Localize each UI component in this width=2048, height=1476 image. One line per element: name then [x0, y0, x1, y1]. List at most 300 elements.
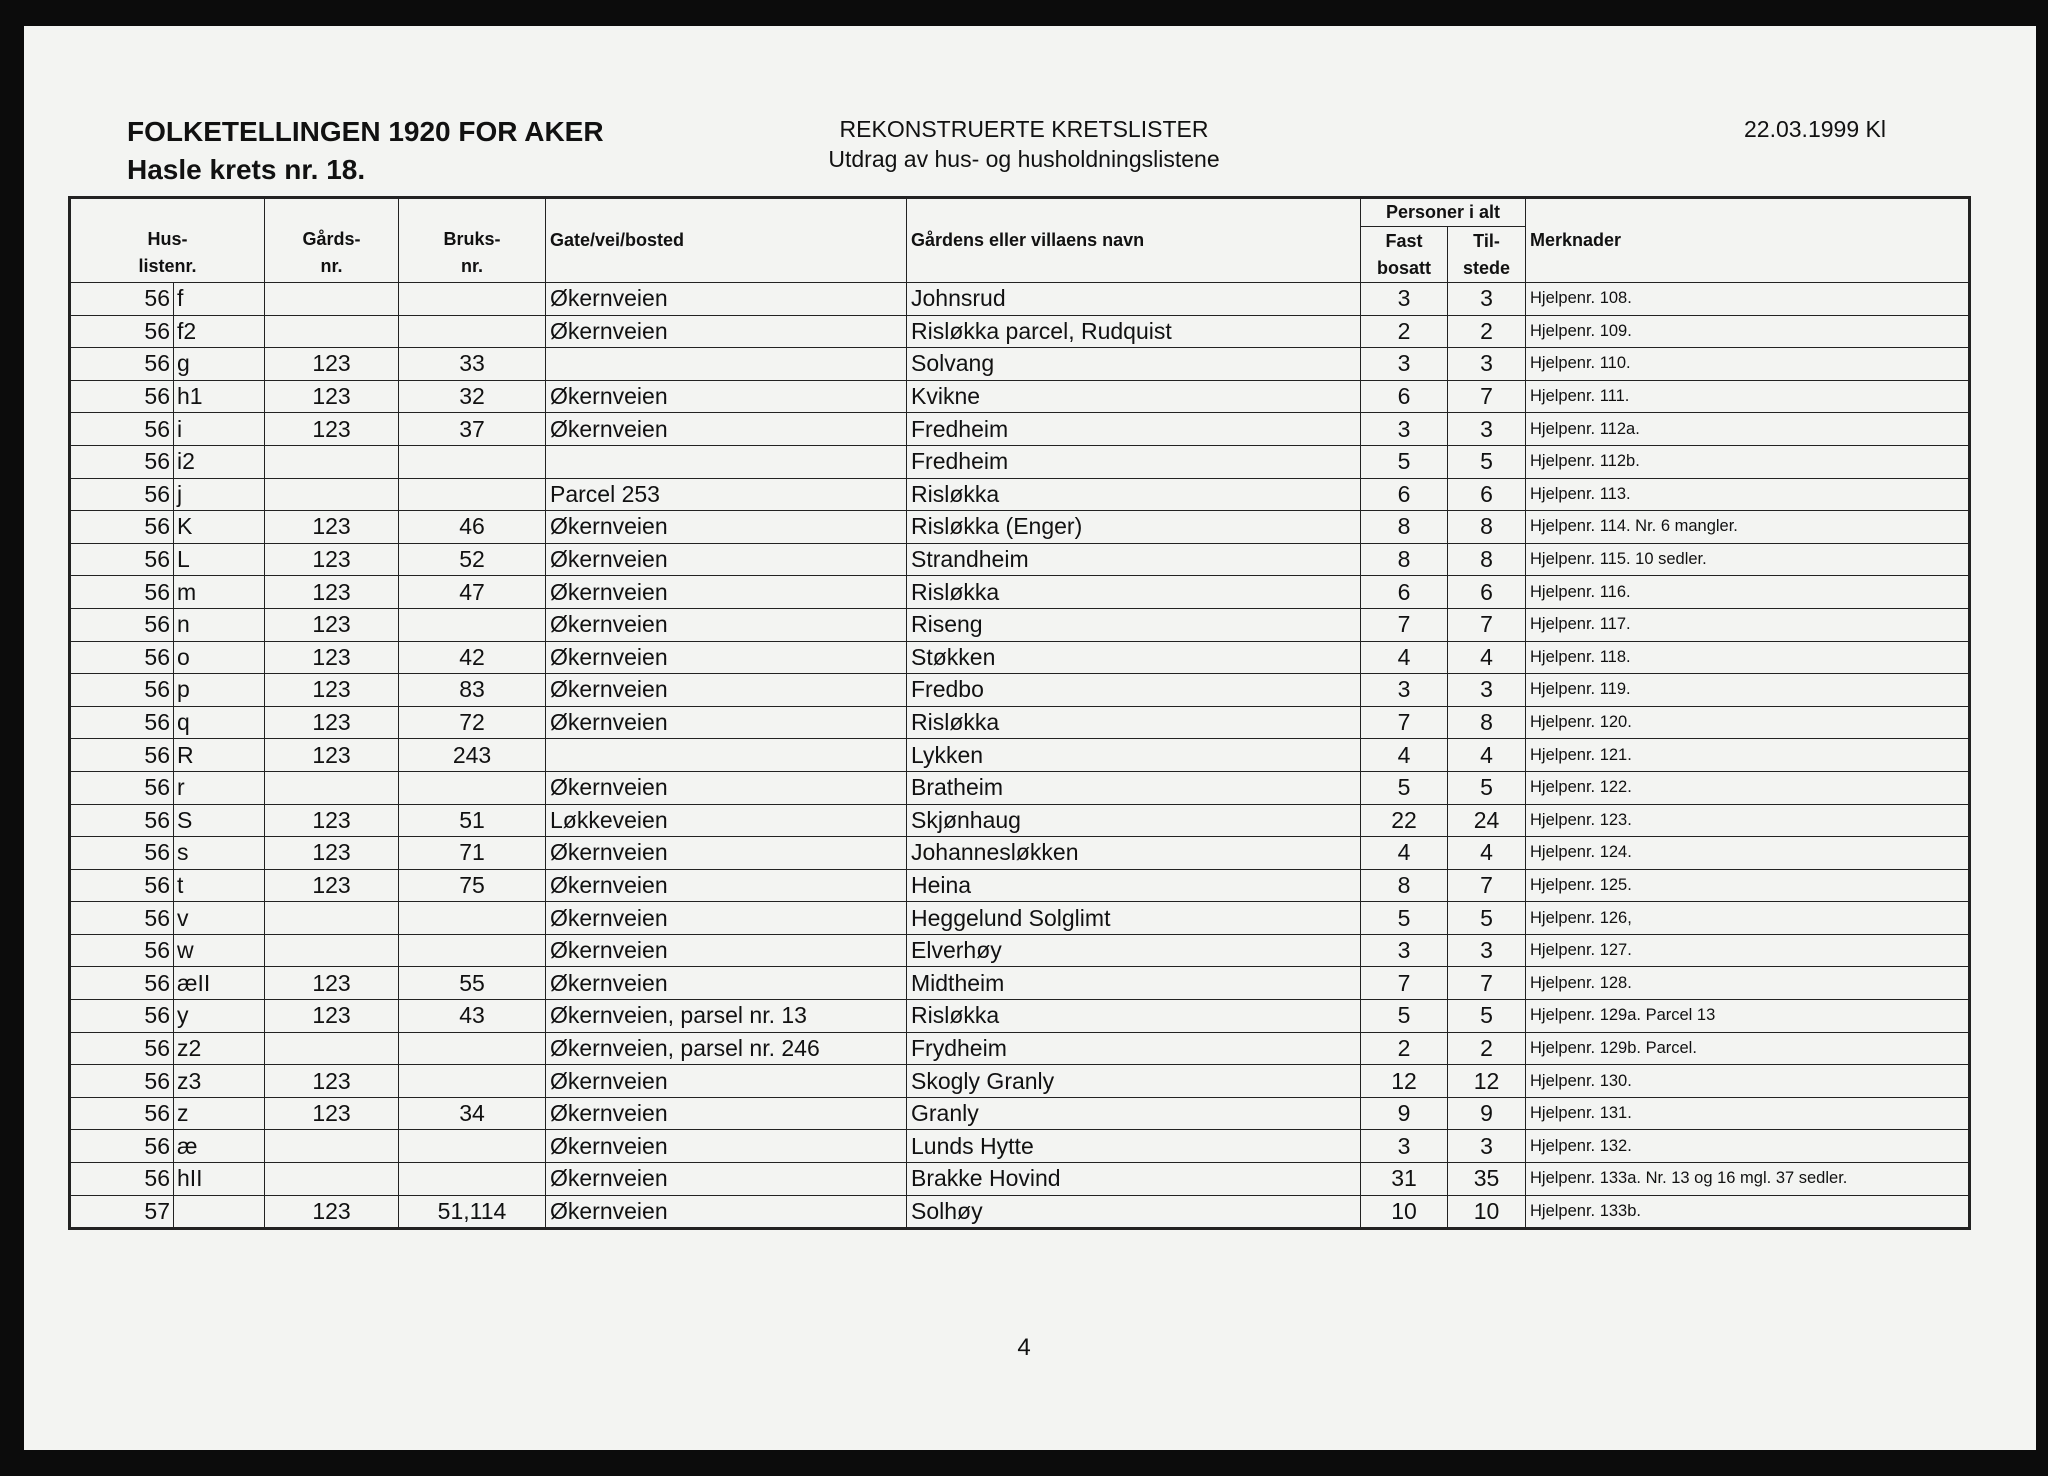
row-bruks-nr: 52 — [399, 543, 546, 576]
row-fast-bosatt: 4 — [1361, 837, 1448, 870]
row-gate: Parcel 253 — [546, 478, 907, 511]
row-merknader: Hjelpenr. 123. — [1526, 804, 1970, 837]
row-fast-bosatt: 2 — [1361, 1032, 1448, 1065]
table-row — [70, 967, 1970, 1000]
row-navn: Johannesløkken — [907, 837, 1361, 870]
row-merknader: Hjelpenr. 110. — [1526, 348, 1970, 381]
row-bruks-nr — [399, 1130, 546, 1163]
row-gards-nr: 123 — [265, 511, 399, 544]
row-til-stede: 3 — [1448, 1130, 1526, 1163]
row-gards-nr — [265, 934, 399, 967]
row-hus-nr: 56 — [70, 934, 174, 967]
row-navn: Frydheim — [907, 1032, 1361, 1065]
row-til-stede: 4 — [1448, 837, 1526, 870]
row-gards-nr — [265, 1032, 399, 1065]
row-gards-nr: 123 — [265, 348, 399, 381]
row-merknader: Hjelpenr. 122. — [1526, 771, 1970, 804]
row-bruks-nr — [399, 1032, 546, 1065]
row-til-stede: 2 — [1448, 315, 1526, 348]
row-merknader: Hjelpenr. 132. — [1526, 1130, 1970, 1163]
row-gate: Økernveien — [546, 706, 907, 739]
row-bruks-nr: 55 — [399, 967, 546, 1000]
row-til-stede: 35 — [1448, 1163, 1526, 1196]
row-til-stede: 5 — [1448, 771, 1526, 804]
row-gards-nr: 123 — [265, 674, 399, 707]
row-hus-nr: 56 — [70, 706, 174, 739]
col-header-gate: Gate/vei/bosted — [546, 198, 907, 283]
table-row — [70, 1000, 1970, 1033]
table-row — [70, 478, 1970, 511]
table-row — [70, 1195, 1970, 1229]
row-gards-nr: 123 — [265, 967, 399, 1000]
row-hus-sub: S — [174, 804, 265, 837]
row-fast-bosatt: 10 — [1361, 1195, 1448, 1229]
row-navn: Risløkka (Enger) — [907, 511, 1361, 544]
row-gards-nr: 123 — [265, 837, 399, 870]
row-fast-bosatt: 4 — [1361, 641, 1448, 674]
table-row — [70, 1065, 1970, 1098]
row-gards-nr: 123 — [265, 1097, 399, 1130]
row-bruks-nr — [399, 1065, 546, 1098]
row-hus-nr: 56 — [70, 1000, 174, 1033]
row-gards-nr: 123 — [265, 576, 399, 609]
row-navn: Solhøy — [907, 1195, 1361, 1229]
document-subtitle: Hasle krets nr. 18. — [127, 154, 366, 185]
row-bruks-nr: 75 — [399, 869, 546, 902]
row-bruks-nr — [399, 315, 546, 348]
row-gards-nr: 123 — [265, 413, 399, 446]
row-bruks-nr: 243 — [399, 739, 546, 772]
col-header-til — [1448, 227, 1526, 283]
row-merknader: Hjelpenr. 111. — [1526, 380, 1970, 413]
row-bruks-nr: 72 — [399, 706, 546, 739]
row-bruks-nr — [399, 478, 546, 511]
col-header-fast-line1: Fast — [1385, 230, 1423, 251]
row-bruks-nr: 34 — [399, 1097, 546, 1130]
row-gate: Økernveien — [546, 511, 907, 544]
row-navn: Risløkka — [907, 576, 1361, 609]
row-til-stede: 6 — [1448, 478, 1526, 511]
row-til-stede: 5 — [1448, 902, 1526, 935]
row-navn: Granly — [907, 1097, 1361, 1130]
row-fast-bosatt: 6 — [1361, 478, 1448, 511]
row-gate: Økernveien — [546, 967, 907, 1000]
row-navn: Solvang — [907, 348, 1361, 381]
row-merknader: Hjelpenr. 112a. — [1526, 413, 1970, 446]
row-navn: Skogly Granly — [907, 1065, 1361, 1098]
row-gate: Økernveien — [546, 674, 907, 707]
row-bruks-nr — [399, 1163, 546, 1196]
row-gate — [546, 348, 907, 381]
row-hus-nr: 56 — [70, 739, 174, 772]
row-merknader: Hjelpenr. 119. — [1526, 674, 1970, 707]
row-bruks-nr — [399, 771, 546, 804]
row-til-stede: 7 — [1448, 380, 1526, 413]
row-merknader: Hjelpenr. 125. — [1526, 869, 1970, 902]
row-hus-sub: q — [174, 706, 265, 739]
row-hus-sub: g — [174, 348, 265, 381]
row-hus-nr: 56 — [70, 1163, 174, 1196]
row-hus-nr: 56 — [70, 511, 174, 544]
row-merknader: Hjelpenr. 112b. — [1526, 445, 1970, 478]
row-gate: Økernveien — [546, 315, 907, 348]
row-til-stede: 2 — [1448, 1032, 1526, 1065]
col-header-gards-line2: nr. — [320, 256, 343, 276]
row-navn: Lykken — [907, 739, 1361, 772]
row-til-stede: 7 — [1448, 967, 1526, 1000]
table-row — [70, 934, 1970, 967]
row-gate: Økernveien, parsel nr. 246 — [546, 1032, 907, 1065]
row-til-stede: 3 — [1448, 674, 1526, 707]
table-row — [70, 869, 1970, 902]
row-gate: Økernveien — [546, 1065, 907, 1098]
table-row — [70, 380, 1970, 413]
row-gate: Økernveien — [546, 934, 907, 967]
row-gards-nr: 123 — [265, 1195, 399, 1229]
row-gards-nr: 123 — [265, 1000, 399, 1033]
row-til-stede: 6 — [1448, 576, 1526, 609]
row-hus-sub: f — [174, 283, 265, 316]
row-merknader: Hjelpenr. 130. — [1526, 1065, 1970, 1098]
row-bruks-nr: 33 — [399, 348, 546, 381]
row-navn: Fredheim — [907, 413, 1361, 446]
row-bruks-nr: 32 — [399, 380, 546, 413]
row-til-stede: 7 — [1448, 869, 1526, 902]
row-merknader: Hjelpenr. 129b. Parcel. — [1526, 1032, 1970, 1065]
row-fast-bosatt: 6 — [1361, 576, 1448, 609]
row-hus-nr: 56 — [70, 380, 174, 413]
row-fast-bosatt: 5 — [1361, 902, 1448, 935]
row-merknader: Hjelpenr. 120. — [1526, 706, 1970, 739]
table-row — [70, 706, 1970, 739]
row-til-stede: 8 — [1448, 511, 1526, 544]
row-til-stede: 3 — [1448, 348, 1526, 381]
col-header-fast — [1361, 227, 1448, 283]
row-gate: Økernveien — [546, 283, 907, 316]
census-table — [68, 196, 1971, 1230]
table-row — [70, 348, 1970, 381]
row-fast-bosatt: 7 — [1361, 967, 1448, 1000]
row-gards-nr: 123 — [265, 641, 399, 674]
col-header-gards — [265, 198, 399, 283]
row-navn: Kvikne — [907, 380, 1361, 413]
row-gate: Økernveien — [546, 543, 907, 576]
row-til-stede: 3 — [1448, 934, 1526, 967]
row-fast-bosatt: 3 — [1361, 674, 1448, 707]
row-til-stede: 5 — [1448, 1000, 1526, 1033]
row-navn: Elverhøy — [907, 934, 1361, 967]
row-hus-nr: 56 — [70, 1032, 174, 1065]
row-gate: Løkkeveien — [546, 804, 907, 837]
row-gate: Økernveien — [546, 771, 907, 804]
table-row — [70, 543, 1970, 576]
row-navn: Risløkka — [907, 706, 1361, 739]
center-heading: REKONSTRUERTE KRETSLISTER — [839, 116, 1209, 142]
row-til-stede: 4 — [1448, 739, 1526, 772]
table-row — [70, 576, 1970, 609]
row-merknader: Hjelpenr. 129a. Parcel 13 — [1526, 1000, 1970, 1033]
row-hus-nr: 56 — [70, 413, 174, 446]
row-fast-bosatt: 12 — [1361, 1065, 1448, 1098]
row-bruks-nr — [399, 608, 546, 641]
row-hus-nr: 56 — [70, 576, 174, 609]
row-til-stede: 10 — [1448, 1195, 1526, 1229]
table-row — [70, 511, 1970, 544]
row-gate: Økernveien — [546, 413, 907, 446]
row-til-stede: 3 — [1448, 413, 1526, 446]
row-bruks-nr — [399, 445, 546, 478]
row-fast-bosatt: 3 — [1361, 1130, 1448, 1163]
row-hus-sub: i — [174, 413, 265, 446]
row-gate — [546, 445, 907, 478]
table-row — [70, 641, 1970, 674]
row-merknader: Hjelpenr. 127. — [1526, 934, 1970, 967]
row-fast-bosatt: 6 — [1361, 380, 1448, 413]
col-header-personer: Personer i alt — [1361, 198, 1526, 227]
col-header-fast-line2: bosatt — [1377, 257, 1431, 278]
row-gards-nr: 123 — [265, 608, 399, 641]
table-row — [70, 1032, 1970, 1065]
row-hus-sub: s — [174, 837, 265, 870]
row-merknader: Hjelpenr. 133b. — [1526, 1195, 1970, 1229]
document-title: FOLKETELLINGEN 1920 FOR AKER — [127, 116, 604, 147]
row-hus-nr: 56 — [70, 1065, 174, 1098]
table-row — [70, 315, 1970, 348]
row-hus-sub: r — [174, 771, 265, 804]
row-til-stede: 9 — [1448, 1097, 1526, 1130]
row-hus-sub — [174, 1195, 265, 1229]
document-date: 22.03.1999 Kl — [1744, 116, 1886, 142]
row-navn: Lunds Hytte — [907, 1130, 1361, 1163]
row-fast-bosatt: 4 — [1361, 739, 1448, 772]
row-hus-sub: L — [174, 543, 265, 576]
row-navn: Heggelund Solglimt — [907, 902, 1361, 935]
row-gards-nr: 123 — [265, 380, 399, 413]
row-fast-bosatt: 3 — [1361, 348, 1448, 381]
row-bruks-nr: 51,114 — [399, 1195, 546, 1229]
row-navn: Heina — [907, 869, 1361, 902]
row-hus-sub: n — [174, 608, 265, 641]
row-hus-sub: hII — [174, 1163, 265, 1196]
row-fast-bosatt: 8 — [1361, 543, 1448, 576]
row-hus-sub: w — [174, 934, 265, 967]
row-gate — [546, 739, 907, 772]
row-merknader: Hjelpenr. 117. — [1526, 608, 1970, 641]
row-hus-sub: f2 — [174, 315, 265, 348]
row-merknader: Hjelpenr. 114. Nr. 6 mangler. — [1526, 511, 1970, 544]
center-subheading: Utdrag av hus- og husholdningslistene — [828, 146, 1220, 172]
row-merknader: Hjelpenr. 133a. Nr. 13 og 16 mgl. 37 sedler. — [1526, 1163, 1970, 1196]
census-table-body — [70, 283, 1970, 1229]
table-row — [70, 445, 1970, 478]
table-row — [70, 902, 1970, 935]
col-header-hus-line2: listenr. — [138, 256, 197, 276]
row-bruks-nr: 51 — [399, 804, 546, 837]
row-gards-nr — [265, 283, 399, 316]
table-row — [70, 674, 1970, 707]
row-hus-sub: o — [174, 641, 265, 674]
row-gate: Økernveien — [546, 576, 907, 609]
row-merknader: Hjelpenr. 126, — [1526, 902, 1970, 935]
row-hus-nr: 56 — [70, 902, 174, 935]
table-row — [70, 1130, 1970, 1163]
row-fast-bosatt: 9 — [1361, 1097, 1448, 1130]
row-gards-nr — [265, 315, 399, 348]
row-gate: Økernveien — [546, 1097, 907, 1130]
row-hus-sub: p — [174, 674, 265, 707]
row-fast-bosatt: 8 — [1361, 511, 1448, 544]
row-gate: Økernveien — [546, 380, 907, 413]
row-bruks-nr: 83 — [399, 674, 546, 707]
row-fast-bosatt: 31 — [1361, 1163, 1448, 1196]
row-merknader: Hjelpenr. 128. — [1526, 967, 1970, 1000]
row-gards-nr — [265, 1130, 399, 1163]
row-gate: Økernveien — [546, 837, 907, 870]
row-merknader: Hjelpenr. 131. — [1526, 1097, 1970, 1130]
table-row — [70, 413, 1970, 446]
table-row — [70, 1097, 1970, 1130]
row-hus-nr: 56 — [70, 445, 174, 478]
row-til-stede: 24 — [1448, 804, 1526, 837]
row-navn: Støkken — [907, 641, 1361, 674]
row-fast-bosatt: 7 — [1361, 706, 1448, 739]
row-navn: Fredheim — [907, 445, 1361, 478]
row-merknader: Hjelpenr. 109. — [1526, 315, 1970, 348]
row-hus-nr: 56 — [70, 478, 174, 511]
row-gate: Økernveien — [546, 902, 907, 935]
row-fast-bosatt: 3 — [1361, 283, 1448, 316]
col-header-gards-line1: Gårds- — [302, 229, 361, 249]
row-navn: Johnsrud — [907, 283, 1361, 316]
row-navn: Fredbo — [907, 674, 1361, 707]
row-hus-nr: 56 — [70, 543, 174, 576]
row-merknader: Hjelpenr. 118. — [1526, 641, 1970, 674]
row-hus-sub: m — [174, 576, 265, 609]
row-fast-bosatt: 3 — [1361, 934, 1448, 967]
row-gards-nr: 123 — [265, 804, 399, 837]
row-hus-sub: æII — [174, 967, 265, 1000]
row-fast-bosatt: 3 — [1361, 413, 1448, 446]
row-hus-sub: K — [174, 511, 265, 544]
col-header-hus — [70, 198, 265, 283]
col-header-bruks — [399, 198, 546, 283]
row-bruks-nr — [399, 902, 546, 935]
row-hus-nr: 56 — [70, 804, 174, 837]
row-merknader: Hjelpenr. 113. — [1526, 478, 1970, 511]
row-hus-nr: 56 — [70, 674, 174, 707]
row-hus-nr: 56 — [70, 771, 174, 804]
row-gate: Økernveien — [546, 1130, 907, 1163]
row-hus-sub: æ — [174, 1130, 265, 1163]
row-hus-nr: 56 — [70, 315, 174, 348]
row-fast-bosatt: 8 — [1361, 869, 1448, 902]
row-fast-bosatt: 5 — [1361, 771, 1448, 804]
row-til-stede: 4 — [1448, 641, 1526, 674]
row-gards-nr — [265, 445, 399, 478]
col-header-bruks-line1: Bruks- — [443, 229, 501, 249]
row-navn: Brakke Hovind — [907, 1163, 1361, 1196]
row-gate: Økernveien — [546, 1163, 907, 1196]
row-merknader: Hjelpenr. 116. — [1526, 576, 1970, 609]
row-gate: Økernveien — [546, 641, 907, 674]
table-row — [70, 608, 1970, 641]
row-hus-sub: v — [174, 902, 265, 935]
row-hus-nr: 56 — [70, 608, 174, 641]
row-hus-nr: 56 — [70, 641, 174, 674]
row-merknader: Hjelpenr. 124. — [1526, 837, 1970, 870]
row-navn: Strandheim — [907, 543, 1361, 576]
row-navn: Risløkka — [907, 1000, 1361, 1033]
row-navn: Riseng — [907, 608, 1361, 641]
row-gate: Økernveien, parsel nr. 13 — [546, 1000, 907, 1033]
row-navn: Bratheim — [907, 771, 1361, 804]
row-hus-sub: z2 — [174, 1032, 265, 1065]
col-header-bruks-line2: nr. — [460, 256, 483, 276]
row-til-stede: 7 — [1448, 608, 1526, 641]
row-gards-nr — [265, 902, 399, 935]
table-row — [70, 837, 1970, 870]
col-header-hus-line1: Hus- — [147, 229, 188, 249]
page-number: 4 — [1017, 1334, 1031, 1361]
row-merknader: Hjelpenr. 115. 10 sedler. — [1526, 543, 1970, 576]
row-hus-sub: R — [174, 739, 265, 772]
row-til-stede: 5 — [1448, 445, 1526, 478]
row-bruks-nr: 46 — [399, 511, 546, 544]
row-hus-sub: j — [174, 478, 265, 511]
row-gate: Økernveien — [546, 869, 907, 902]
row-hus-nr: 57 — [70, 1195, 174, 1229]
row-fast-bosatt: 5 — [1361, 1000, 1448, 1033]
col-header-til-line1: Til- — [1473, 230, 1500, 251]
row-hus-sub: t — [174, 869, 265, 902]
row-navn: Skjønhaug — [907, 804, 1361, 837]
row-hus-nr: 56 — [70, 967, 174, 1000]
row-bruks-nr: 47 — [399, 576, 546, 609]
row-bruks-nr — [399, 934, 546, 967]
row-hus-nr: 56 — [70, 348, 174, 381]
row-hus-nr: 56 — [70, 837, 174, 870]
table-row — [70, 283, 1970, 316]
row-bruks-nr: 71 — [399, 837, 546, 870]
row-til-stede: 8 — [1448, 543, 1526, 576]
row-gards-nr — [265, 478, 399, 511]
row-navn: Risløkka — [907, 478, 1361, 511]
row-gards-nr: 123 — [265, 706, 399, 739]
row-gate: Økernveien — [546, 608, 907, 641]
row-gards-nr — [265, 1163, 399, 1196]
row-fast-bosatt: 2 — [1361, 315, 1448, 348]
col-header-navn: Gårdens eller villaens navn — [907, 198, 1361, 283]
row-hus-nr: 56 — [70, 1097, 174, 1130]
table-row — [70, 804, 1970, 837]
row-merknader: Hjelpenr. 108. — [1526, 283, 1970, 316]
col-header-merknader: Merknader — [1526, 198, 1970, 283]
row-til-stede: 8 — [1448, 706, 1526, 739]
row-hus-nr: 56 — [70, 1130, 174, 1163]
row-hus-sub: i2 — [174, 445, 265, 478]
row-fast-bosatt: 22 — [1361, 804, 1448, 837]
table-row — [70, 771, 1970, 804]
row-bruks-nr — [399, 283, 546, 316]
row-gate: Økernveien — [546, 1195, 907, 1229]
row-gards-nr: 123 — [265, 1065, 399, 1098]
row-hus-sub: z3 — [174, 1065, 265, 1098]
row-fast-bosatt: 5 — [1361, 445, 1448, 478]
row-gards-nr — [265, 771, 399, 804]
row-til-stede: 12 — [1448, 1065, 1526, 1098]
table-row — [70, 1163, 1970, 1196]
row-gards-nr: 123 — [265, 543, 399, 576]
